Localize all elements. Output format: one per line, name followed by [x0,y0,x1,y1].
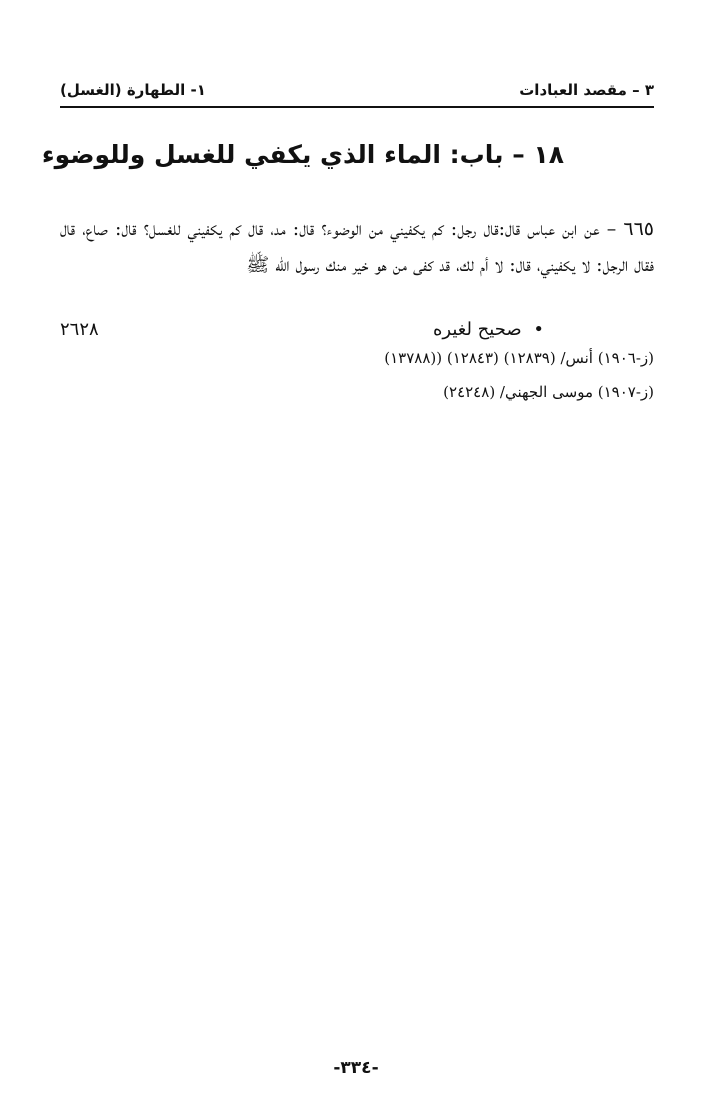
header-rule [60,106,654,108]
grade-label: صحيح لغيره [433,318,522,340]
header-chapter: ١- الطهارة (الغسل) [60,81,206,99]
running-header [60,78,654,102]
hadith-text: ٦٦٥ – عن ابن عباس قال:قال رجل: كم يكفيني من الوضوء؟ قال: مد، قال كم يكفيني للغسل؟ قال: صاع، قال فقال الرجل: لا يكفيني، قال: لا أم لك، قد كفى من هو خير منك رسول الله ﷺ [60,218,654,276]
bullet-icon: • [533,318,544,340]
grade-row [60,314,654,344]
page-number: -٣٣٤- [333,1058,379,1078]
reference-line: (ز-١٩٠٦) أنس/ (١٢٨٣٩) (١٢٨٤٣) ((١٣٧٨٨) [384,349,654,367]
grade-number: ٢٦٢٨ [60,318,99,340]
grade-label-group [433,319,654,340]
reference-line: (ز-١٩٠٧) موسى الجهني/ (٢٤٢٤٨) [443,383,654,401]
header-section: ٣ – مقصد العبادات [519,81,654,99]
chapter-title: ١٨ – باب: الماء الذي يكفي للغسل وللوضوء [41,140,564,169]
